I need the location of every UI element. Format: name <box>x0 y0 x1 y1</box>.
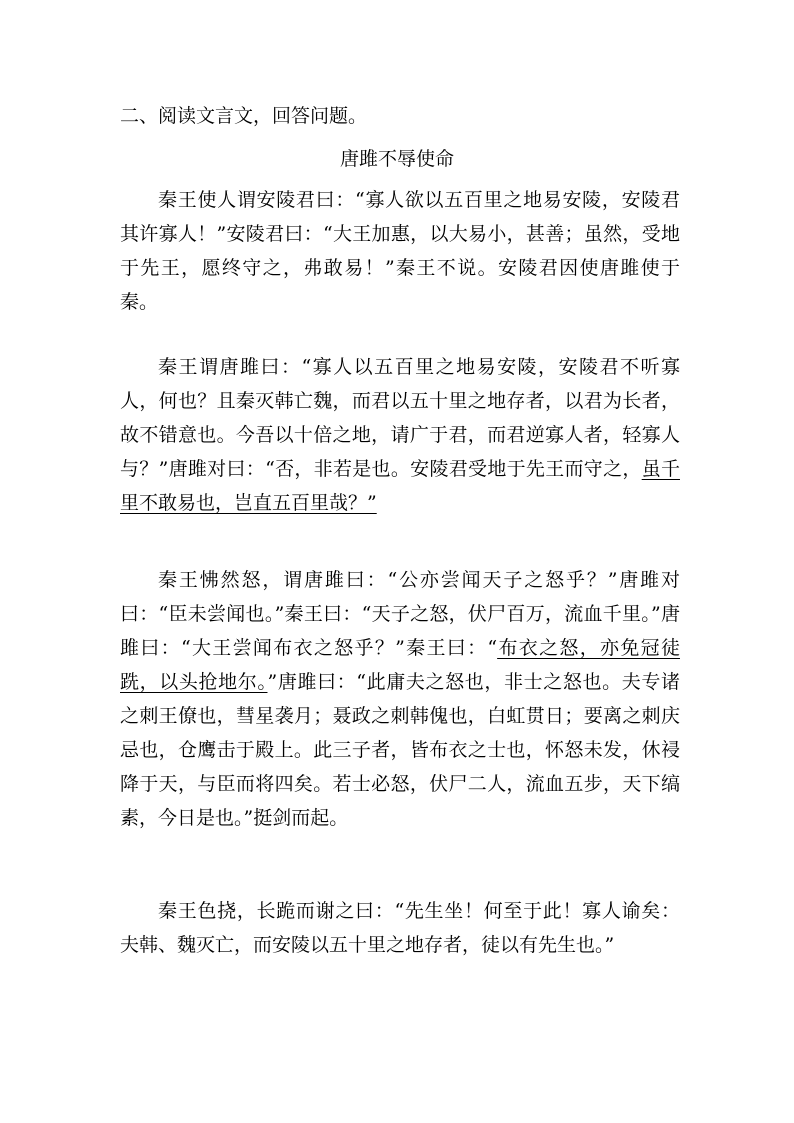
paragraph-2-text: 秦王谓唐雎曰：“寡人以五百里之地易安陵，安陵君不听寡人，何也？且秦灭韩亡魏，而君以五十里之地存者，以君为长者，故不错意也。今吾以十倍之地，请广于君，而君逆寡人者，轻寡人与？”唐雎对曰：“否，非若是也。安陵君受地于先王而守之， <box>120 356 680 480</box>
paragraph-3-text-start: 秦王怫然怒，谓唐雎曰：“公亦尝闻天子之怒乎？”唐雎对曰：“臣未尝闻也。”秦王曰：“天子之怒，伏尸百万，流血千里。”唐雎曰：“大王尝闻布衣之怒乎？”秦王曰：“ <box>120 569 680 659</box>
paragraph-2-underlined-sentence: 虽千里不敢易也，岂直五百里哉？” <box>120 458 680 514</box>
paragraph-3-underlined-sentence: 布衣之怒，亦免冠徒跣，以头抢地尔。 <box>120 637 680 693</box>
passage-title: 唐雎不辱使命 <box>339 148 454 170</box>
paragraph-1: 秦王使人谓安陵君曰：“寡人欲以五百里之地易安陵，安陵君其许寡人！”安陵君曰：“大王加惠，以大易小，甚善；虽然，受地于先王，愿终守之，弗敢易！”秦王不说。安陵君因使唐雎使于秦。 <box>120 189 680 313</box>
paragraph-2 <box>120 350 680 520</box>
paragraph-4: 秦王色挠，长跪而谢之曰：“先生坐！何至于此！寡人谕矣：夫韩、魏灭亡，而安陵以五十里之地存者，徒以有先生也。” <box>120 900 680 956</box>
paragraph-3-text-end: ”唐雎曰：“此庸夫之怒也，非士之怒也。夫专诸之刺王僚也，彗星袭月；聂政之刺韩傀也，白虹贯日；要离之刺庆忌也，仓鹰击于殿上。此三子者，皆布衣之士也，怀怒未发，休祲降于天，与臣而将四矣。若士必怒，伏尸二人，流血五步，天下缟素，今日是也。”挺剑而起。 <box>120 671 680 829</box>
paragraph-3 <box>120 563 680 835</box>
section-heading: 二、阅读文言文，回答问题。 <box>120 105 368 127</box>
